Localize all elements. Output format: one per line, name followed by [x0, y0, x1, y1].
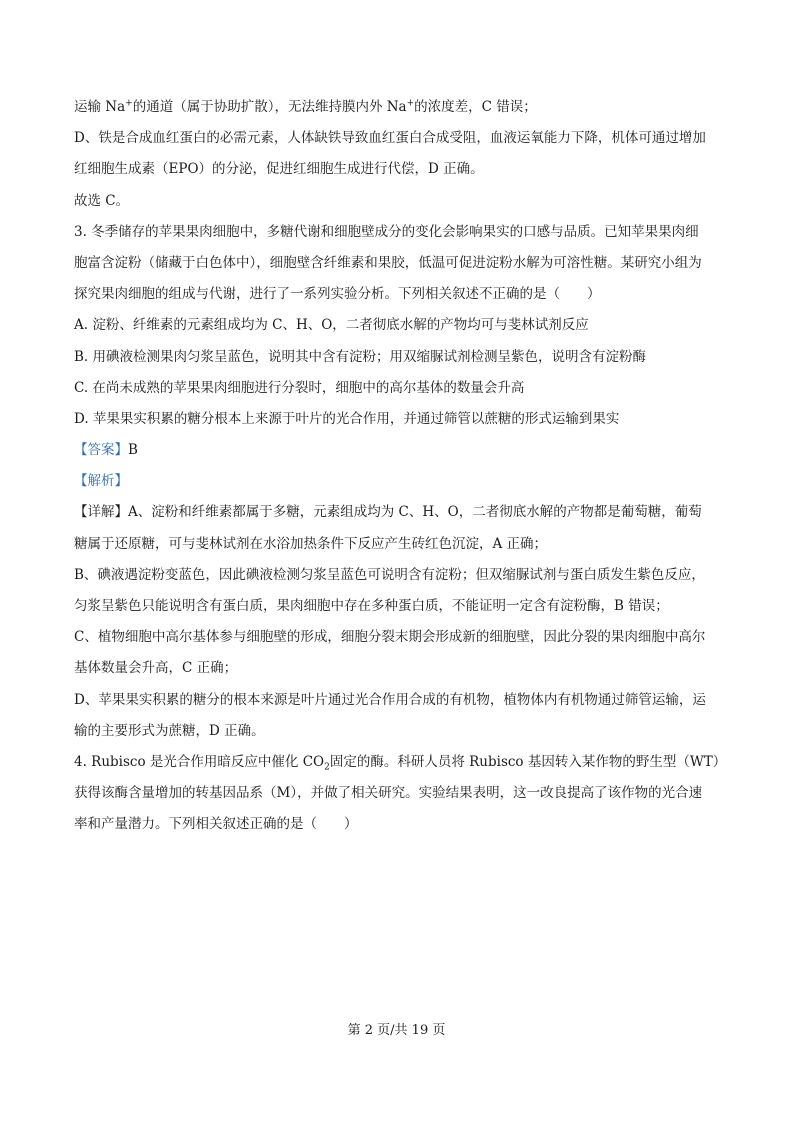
text-segment: 基体数量会升高，C 正确； [74, 660, 238, 677]
text-segment: 4. Rubisco 是光合作用暗反应中催化 CO [74, 753, 325, 770]
text-line [74, 497, 726, 528]
text-line [74, 809, 726, 840]
text-segment: 糖属于还原糖，可与斐林试剂在水浴加热条件下反应产生砖红色沉淀，A 正确； [74, 535, 548, 552]
subscript: 2 [324, 762, 330, 773]
text-line [74, 466, 726, 497]
text-segment: 输的主要形式为蔗糖，D 正确。 [74, 722, 265, 739]
text-segment: 胞富含淀粉（储藏于白色体中），细胞壁含纤维素和果胶，低温可促进淀粉水解为可溶性糖。某研究小组为 [74, 254, 702, 271]
text-line [74, 622, 726, 653]
text-segment: C. 在尚未成熟的苹果果肉细胞进行分裂时，细胞中的高尔基体的数量会升高 [74, 379, 525, 396]
section-tag: 【解析】 [74, 473, 128, 490]
text-segment: 匀浆呈紫色只能说明含有蛋白质，果肉细胞中存在多种蛋白质，不能证明一定含有淀粉酶，B 错误； [74, 598, 669, 614]
text-segment: A. 淀粉、纤维素的元素组成均为 C、H、O，二者彻底水解的产物均可与斐林试剂反应 [74, 317, 589, 334]
text-line [74, 217, 726, 248]
text-segment: 3. 冬季储存的苹果果肉细胞中，多糖代谢和细胞壁成分的变化会影响果实的口感与品质。已知苹果果肉细 [74, 223, 699, 240]
text-segment: 获得该酶含量增加的转基因品系（M），并做了相关研究。实验结果表明，这一改良提高了该作物的光合速 [74, 785, 703, 802]
text-segment: 运输 Na [74, 99, 126, 115]
page-content [74, 92, 726, 841]
text-line [74, 435, 726, 466]
text-segment: 故选 C。 [74, 192, 130, 209]
superscript: + [125, 98, 133, 109]
text-line [74, 248, 726, 279]
text-line [74, 653, 726, 684]
text-line [74, 373, 726, 404]
text-line [74, 186, 726, 217]
text-segment: D. 苹果果实积累的糖分根本上来源于叶片的光合作用，并通过筛管以蔗糖的形式运输到果实 [74, 410, 620, 427]
text-line [74, 685, 726, 716]
text-segment: B、碘液遇淀粉变蓝色，因此碘液检测匀浆呈蓝色可说明含有淀粉；但双缩脲试剂与蛋白质发生紫色反应， [74, 566, 705, 583]
text-segment: 固定的酶。科研人员将 Rubisco 基因转入某作物的野生型（WT） [329, 753, 726, 770]
text-segment: B [128, 442, 138, 459]
text-line [74, 310, 726, 341]
text-line [74, 747, 726, 778]
superscript: + [406, 98, 415, 109]
text-line [74, 92, 726, 123]
text-line [74, 716, 726, 747]
text-line [74, 560, 726, 591]
section-tag: 【答案】 [74, 442, 128, 459]
text-segment: 率和产量潜力。下列相关叙述正确的是（ ） [74, 816, 358, 833]
text-line [74, 279, 726, 310]
text-line [74, 529, 726, 560]
text-segment: 【详解】A、淀粉和纤维素都属于多糖，元素组成均为 C、H、O，二者彻底水解的产物都是葡萄糖，葡萄 [74, 504, 702, 521]
text-segment: D、铁是合成血红蛋白的必需元素，人体缺铁导致血红蛋白合成受阻，血液运氧能力下降，机体可通过增加 [74, 130, 706, 147]
page-footer: 第 2 页/共 19 页 [347, 1023, 446, 1038]
text-segment: C、植物细胞中高尔基体参与细胞壁的形成，细胞分裂末期会形成新的细胞壁，因此分裂的果肉细胞中高尔 [74, 629, 706, 646]
text-segment: 探究果肉细胞的组成与代谢，进行了一系列实验分析。下列相关叙述不正确的是（ ） [74, 286, 601, 303]
text-line [74, 123, 726, 154]
text-line [74, 591, 726, 622]
text-line [74, 342, 726, 373]
text-line [74, 154, 726, 185]
text-segment: 的通道（属于协助扩散），无法维持膜内外 Na [132, 99, 407, 115]
text-line [74, 404, 726, 435]
text-segment: D、苹果果实积累的糖分的根本来源是叶片通过光合作用合成的有机物，植物体内有机物通过筛管运输，运 [74, 691, 706, 708]
text-line [74, 778, 726, 809]
text-segment: 的浓度差，C 错误； [414, 99, 537, 115]
text-segment: 红细胞生成素（EPO）的分泌，促进红细胞生成进行代偿，D 正确。 [74, 161, 484, 178]
text-segment: B. 用碘液检测果肉匀浆呈蓝色，说明其中含有淀粉；用双缩脲试剂检测呈紫色，说明含有淀粉酶 [74, 348, 647, 365]
